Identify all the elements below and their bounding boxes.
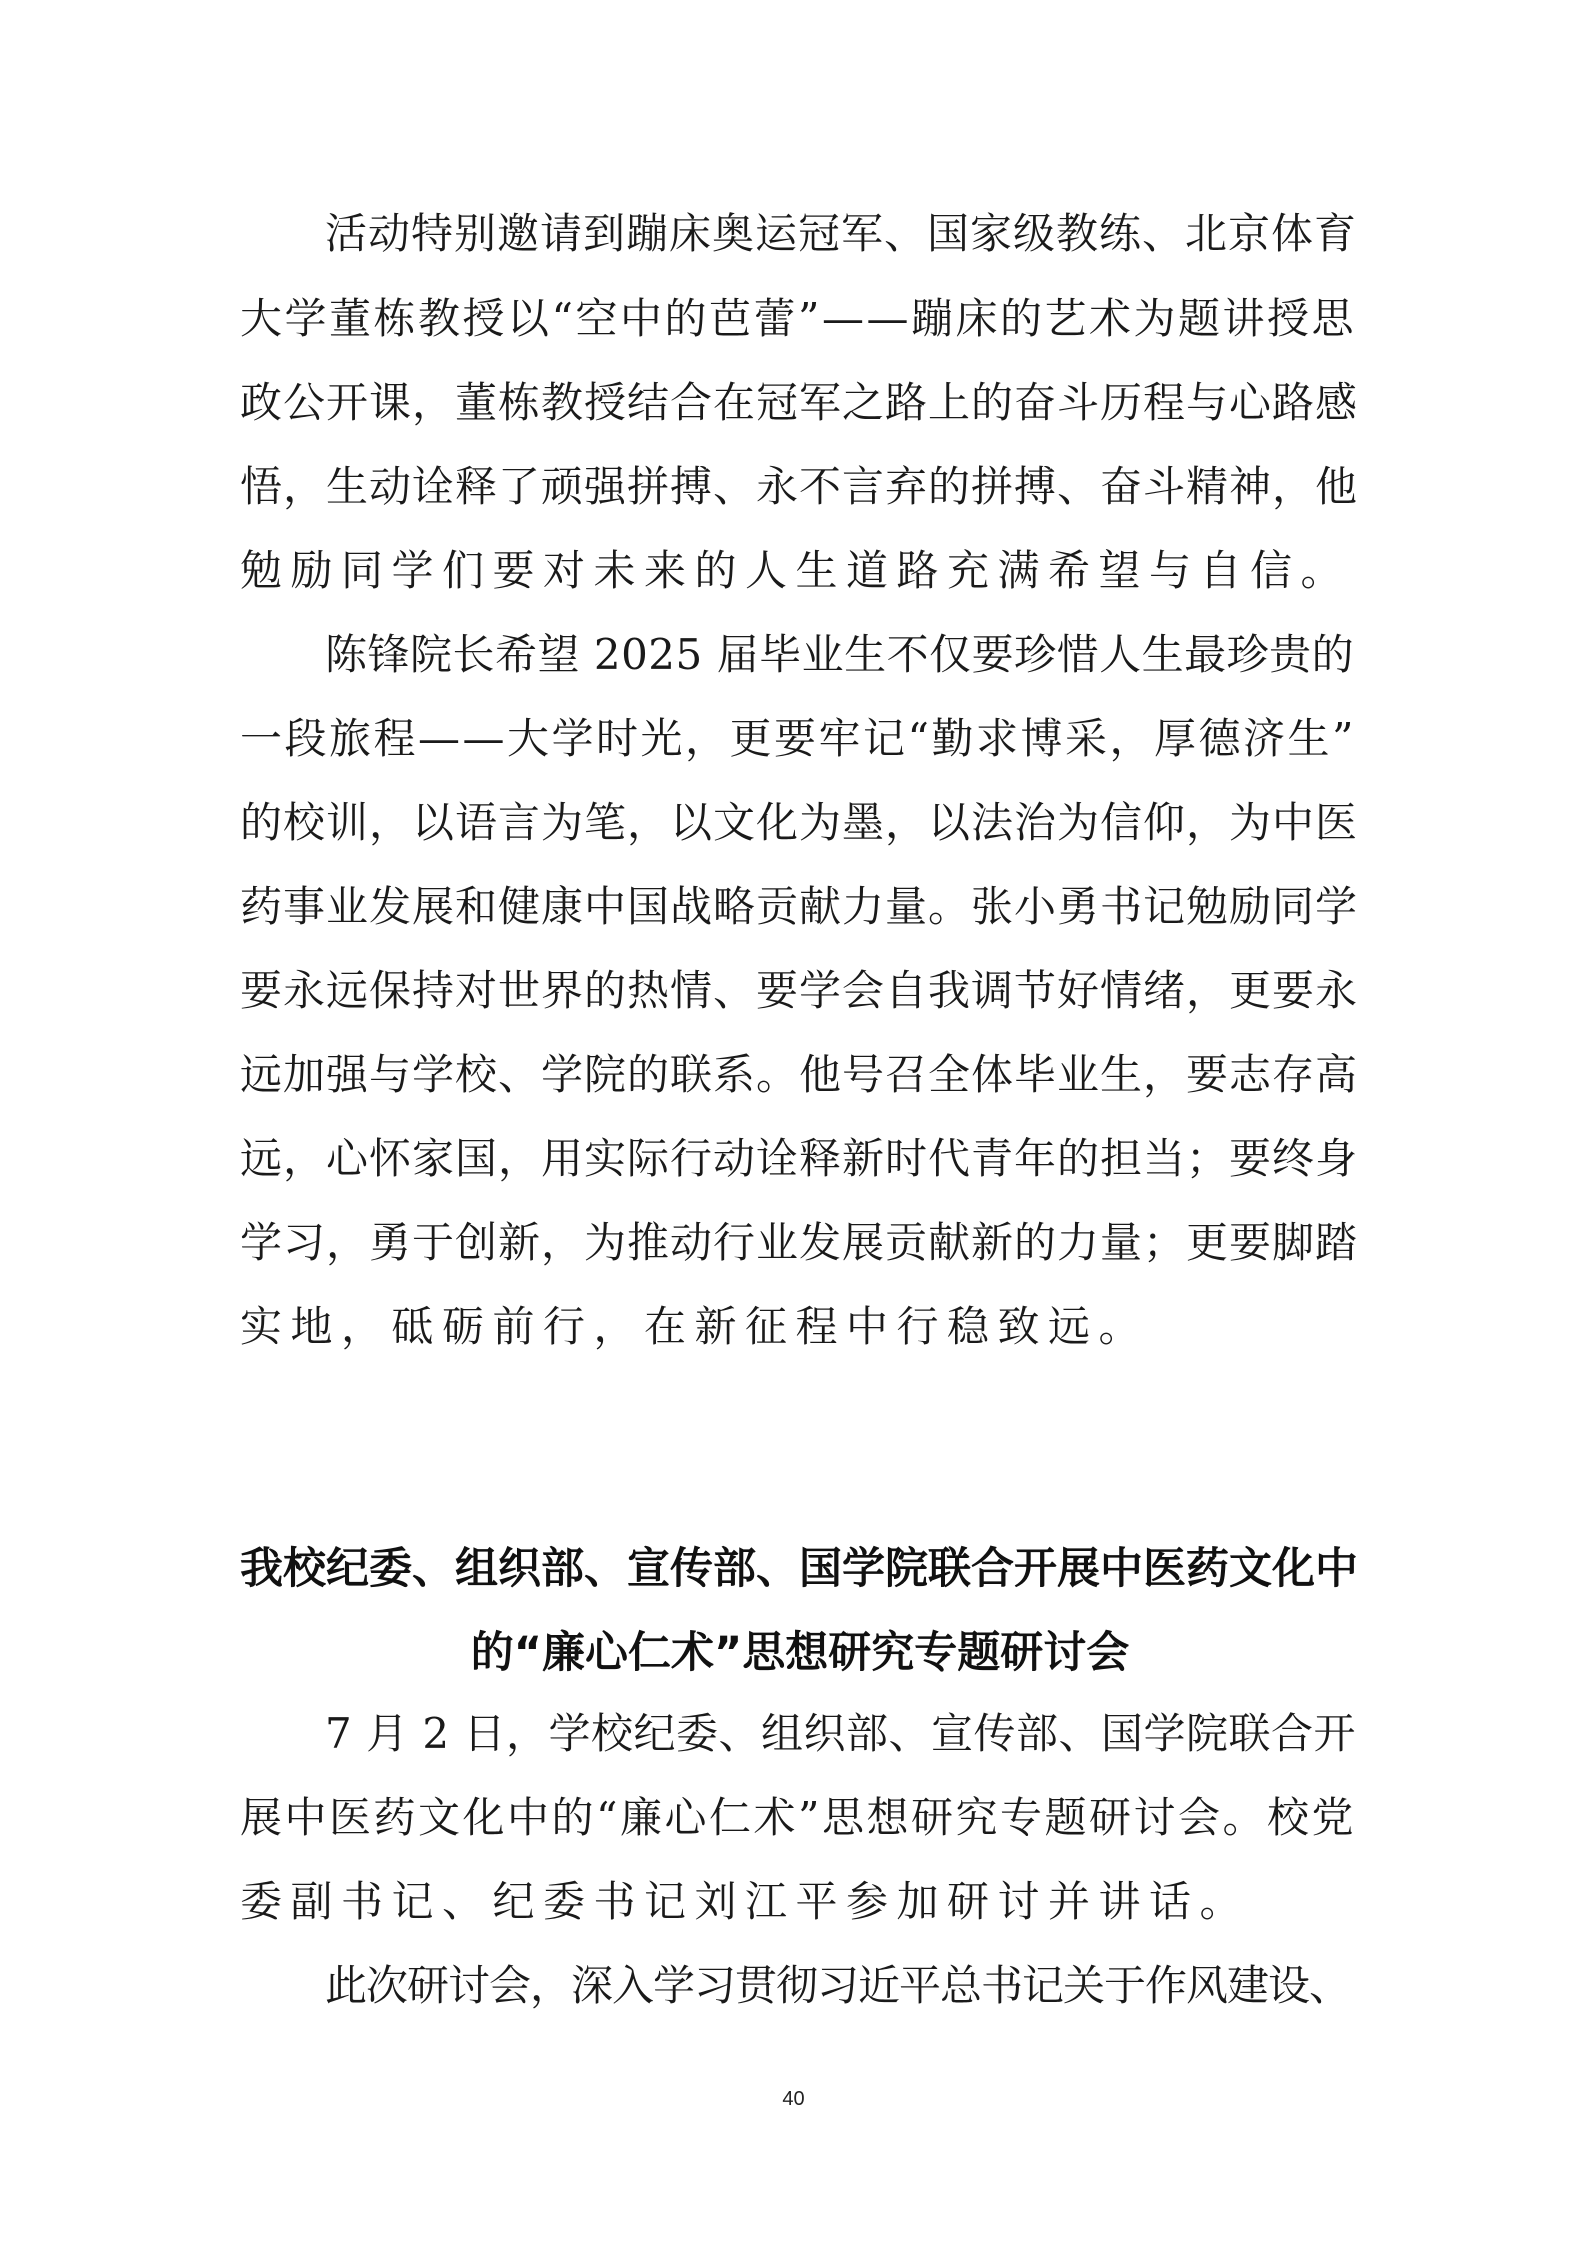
paragraph-2-line-3: 的校训，以语言为笔，以文化为墨，以法治为信仰，为中医 (240, 798, 1359, 847)
paragraph-2-line-5: 要永远保持对世界的热情、要学会自我调节好情绪，更要永 (240, 966, 1359, 1015)
paragraph-1-line-3: 政公开课，董栋教授结合在冠军之路上的奋斗历程与心路感 (240, 378, 1359, 427)
paragraph-1-line-2: 大学董栋教授以“空中的芭蕾”——蹦床的艺术为题讲授思 (240, 294, 1356, 343)
paragraph-2-line-4: 药事业发展和健康中国战略贡献力量。张小勇书记勉励同学 (240, 882, 1359, 931)
paragraph-2-line-9: 实地，砥砺前行，在新征程中行稳致远。 (240, 1302, 1150, 1351)
paragraph-2-line-8: 学习，勇于创新，为推动行业发展贡献新的力量；更要脚踏 (240, 1218, 1359, 1267)
paragraph-3-line-3: 委副书记、纪委书记刘江平参加研讨并讲话。 (240, 1877, 1251, 1926)
article-heading-line-2: 的“廉心仁术”思想研究专题研讨会 (470, 1628, 1130, 1678)
paragraph-2-line-7: 远，心怀家国，用实际行动诠释新时代青年的担当；要终身 (240, 1134, 1359, 1183)
paragraph-1-line-5: 勉励同学们要对未来的人生道路充满希望与自信。 (240, 546, 1352, 595)
paragraph-1-line-1: 活动特别邀请到蹦床奥运冠军、国家级教练、北京体育 (325, 209, 1358, 258)
paragraph-3-line-1: 7 月 2 日，学校纪委、组织部、宣传部、国学院联合开 (325, 1709, 1356, 1758)
paragraph-2-line-1: 陈锋院长希望 2025 届毕业生不仅要珍惜人生最珍贵的 (325, 630, 1355, 679)
page-number: 40 (782, 2088, 805, 2110)
paragraph-3-line-2: 展中医药文化中的“廉心仁术”思想研究专题研讨会。校党 (240, 1793, 1356, 1842)
paragraph-2-line-2: 一段旅程——大学时光，更要牢记“勤求博采，厚德济生” (240, 714, 1356, 763)
paragraph-2-line-6: 远加强与学校、学院的联系。他号召全体毕业生，要志存高 (240, 1050, 1359, 1099)
article-heading-line-1: 我校纪委、组织部、宣传部、国学院联合开展中医药文化中 (240, 1544, 1358, 1594)
paragraph-4-line-1: 此次研讨会，深入学习贯彻习近平总书记关于作风建设、 (325, 1961, 1351, 2010)
paragraph-1-line-4: 悟，生动诠释了顽强拼搏、永不言弃的拼搏、奋斗精神，他 (240, 462, 1359, 511)
